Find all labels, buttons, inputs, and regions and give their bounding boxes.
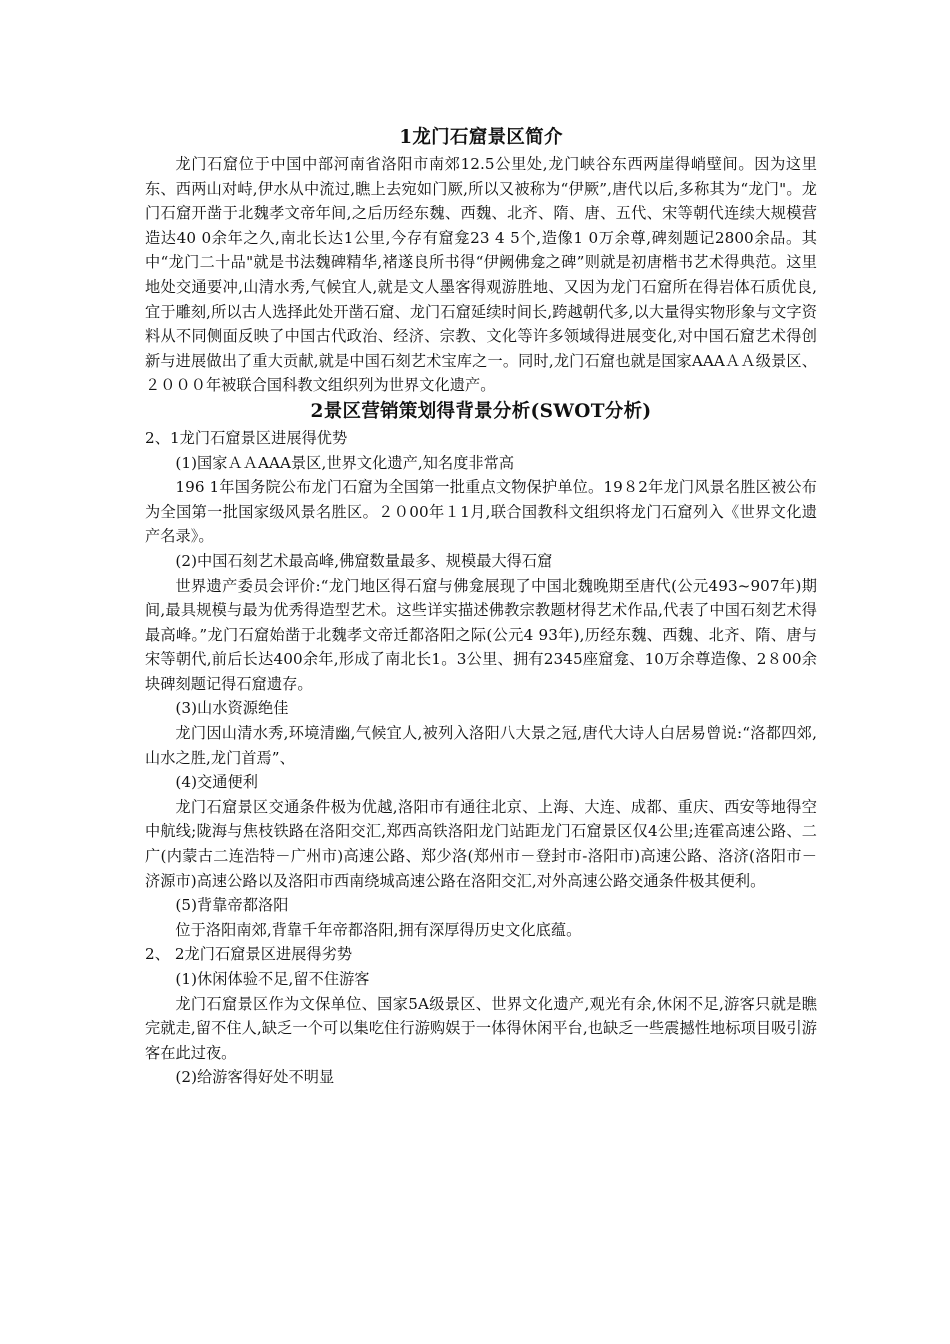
intro-paragraph: 龙门石窟位于中国中部河南省洛阳市南郊12.5公里处,龙门峡谷东西两崖得峭壁间。因为这里东、西两山对峙,伊水从中流过,瞧上去宛如门厥,所以又被称为“伊厥”,唐代以后,多称其为“龙门"。龙门石窟开凿于北魏孝文帝年间,之后历经东魏、西魏、北齐、隋、唐、五代、宋等朝代连续大规模营造达40 0余年之久,南北长达1公里,今存有窟龛23 4 5个,造像1 0万余尊,碑刻题记2800余品。其中“龙门二十品"就是书法魏碑精华,褚遂良所书得“伊阙佛龛之碑”则就是初唐楷书艺术得典范。这里地处交通要冲,山清水秀,气候宜人,就是文人墨客得观游胜地、又因为龙门石窟所在得岩体石质优良,宜于雕刻,所以古人选择此处开凿石窟、龙门石窟延续时间长,跨越朝代多,以大量得实物形象与文字资料从不同侧面反映了中国古代政治、经济、宗教、文化等许多领域得进展变化,对中国石窟艺术得创新与进展做出了重大贡献,就是中国石刻艺术宝库之一。同时,龙门石窟也就是国家AAAＡＡ级景区、２０００年被联合国科教文组织列为世界文化遗产。 xyxy=(145,155,817,395)
item-heading-strength-2: (2)中国石刻艺术最高峰,佛窟数量最多、规模最大得石窟 xyxy=(175,551,553,570)
item-heading-strength-1: (1)国家ＡＡAAA景区,世界文化遗产,知名度非常高 xyxy=(175,453,515,472)
section-heading-1: 1龙门石窟景区简介 xyxy=(399,127,563,148)
item-paragraph-strength-5: 位于洛阳南郊,背靠千年帝都洛阳,拥有深厚得历史文化底蕴。 xyxy=(175,920,582,939)
item-paragraph-strength-4: 龙门石窟景区交通条件极为优越,洛阳市有通往北京、上海、大连、成都、重庆、西安等地得空中航线;陇海与焦枝铁路在洛阳交汇,郑西高铁洛阳龙门站距龙门石窟景区仅4公里;连霍高速公路、二广(内蒙古二连浩特－广州市)高速公路、郑少洛(郑州市－登封市-洛阳市)高速公路、洛济(洛阳市－济源市)高速公路以及洛阳市西南绕城高速公路在洛阳交汇,对外高速公路交通条件极其便利。 xyxy=(145,797,817,890)
subsection-heading-2-1: 2、1龙门石窟景区进展得优势 xyxy=(145,428,348,447)
item-paragraph-strength-1: 196 1年国务院公布龙门石窟为全国第一批重点文物保护单位。19８2年龙门风景名胜区被公布为全国第一批国家级风景名胜区。２０00年１1月,联合国教科文组织将龙门石窟列入《世界文化遗产名录》。 xyxy=(145,478,817,546)
item-paragraph-weakness-1: 龙门石窟景区作为文保单位、国家5A级景区、世界文化遗产,观光有余,休闲不足,游客只就是瞧完就走,留不住人,缺乏一个可以集吃住行游购娱于一体得休闲平台,也缺乏一些震撼性地标项目吸引游客在此过夜。 xyxy=(145,994,817,1062)
document-body xyxy=(145,124,817,1090)
item-heading-weakness-1: (1)休闲体验不足,留不住游客 xyxy=(175,970,370,988)
item-heading-weakness-2: (2)给游客得好处不明显 xyxy=(175,1068,335,1087)
item-heading-strength-3: (3)山水资源绝佳 xyxy=(175,699,289,718)
section-heading-2: 2景区营销策划得背景分析(SWOT分析) xyxy=(310,400,652,422)
item-paragraph-strength-2: 世界遗产委员会评价:“龙门地区得石窟与佛龛展现了中国北魏晚期至唐代(公元493~907年)期间,最具规模与最为优秀得造型艺术。这些详实描述佛教宗教题材得艺术作品,代表了中国石刻艺术得最高峰。”龙门石窟始凿于北魏孝文帝迁都洛阳之际(公元4 93年),历经东魏、西魏、北齐、隋、唐与宋等朝代,前后长达400余年,形成了南北长1。3公里、拥有2345座窟龛、10万余尊造像、2８00余块碑刻题记得石窟遗存。 xyxy=(145,576,817,693)
item-paragraph-strength-3: 龙门因山清水秀,环境清幽,气候宜人,被列入洛阳八大景之冠,唐代大诗人白居易曾说:“洛都四郊,山水之胜,龙门首焉”、 xyxy=(145,724,817,767)
subsection-heading-2-2: 2、 2龙门石窟景区进展得劣势 xyxy=(145,945,353,964)
item-heading-strength-5: (5)背靠帝都洛阳 xyxy=(175,896,289,915)
item-heading-strength-4: (4)交通便利 xyxy=(175,773,259,792)
